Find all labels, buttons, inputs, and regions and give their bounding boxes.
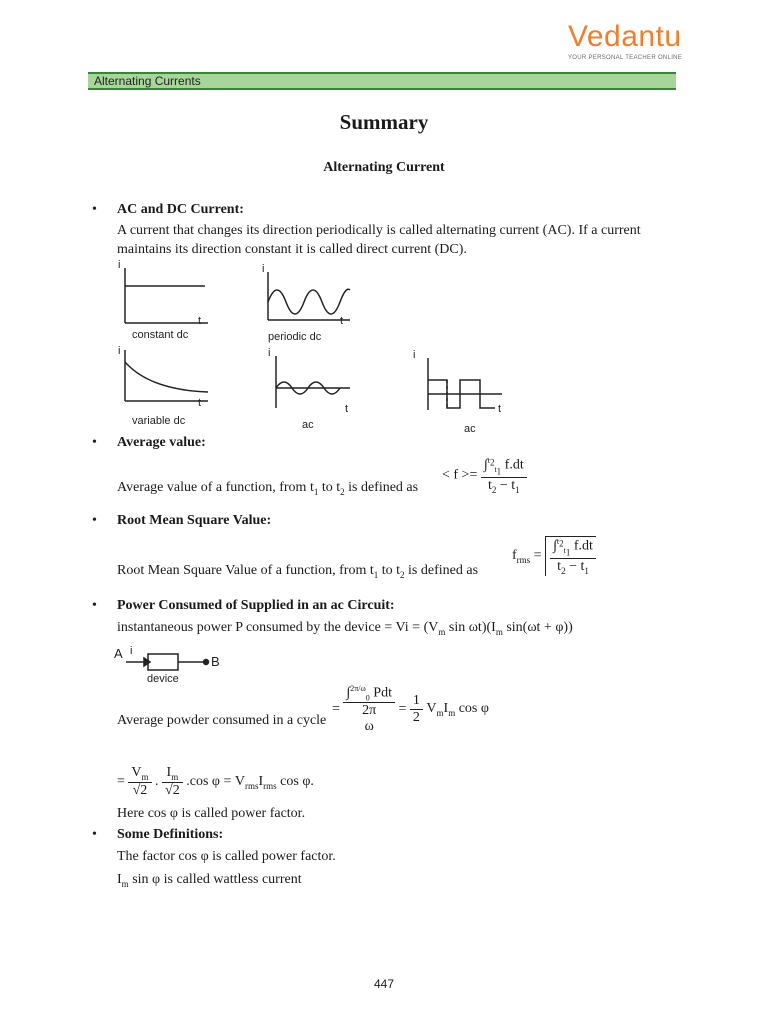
avg-power-text: Average powder consumed in a cycle — [117, 713, 327, 728]
rms-text: Root Mean Square Value of a function, from $t_1$ to $t_2$ is defined as — [117, 563, 479, 580]
bullet-average: • — [92, 435, 97, 450]
axis-i-4: i — [268, 347, 271, 359]
power-line1: instantaneous power P consumed by the device = $Vi = (V_m$ $\sin \omega t)(I_m$ sin(ωt + φ)) — [117, 620, 573, 637]
graph-constant-dc — [125, 268, 208, 323]
chapter-title: Alternating Currents — [94, 74, 201, 88]
ac-dc-body-1: A current that changes its direction periodically is called alternating current (AC). If a current — [117, 223, 641, 238]
axis-t-4: t — [345, 403, 349, 415]
graph-ac-sine — [276, 356, 350, 408]
graph-variable-dc — [125, 350, 208, 401]
average-formula: < f >= $\frac{\int^{t_2}_{t_1} f.dt}{t_2 - t_1}$ — [442, 456, 527, 495]
definitions-heading: Some Definitions: — [117, 827, 224, 842]
rms-heading: Root Mean Square Value: — [117, 513, 272, 528]
axis-t-2: t — [340, 315, 344, 327]
graph-periodic-dc — [268, 272, 350, 320]
bullet-definitions: • — [92, 827, 97, 842]
device-label-b: B — [211, 654, 220, 669]
power-factor-note: Here cos φ is called power factor. — [117, 806, 306, 821]
chapter-bar — [88, 72, 676, 90]
device-label-a: A — [114, 646, 123, 661]
power-heading: Power Consumed of Supplied in an ac Circuit: — [117, 598, 395, 613]
definitions-line1: The factor cos φ is called power factor. — [117, 849, 336, 864]
bullet-power: • — [92, 598, 97, 613]
page-title: Summary — [339, 110, 429, 134]
axis-i-1: i — [118, 259, 121, 271]
rms-formula: $f_{rms}$ = $\frac{\int^{t_2}_{t_1} f.dt}{t_2 - t_1}$ — [512, 536, 596, 576]
axis-i-2: i — [262, 263, 265, 275]
avg-power-formula: = ∫$^{2\pi/\omega}_0$ Pdt 2π ω = $\frac{1}{2}$ $V_mI_m$ cos φ — [332, 684, 489, 735]
ac-dc-heading: AC and DC Current: — [117, 202, 244, 217]
axis-t-3: t — [198, 397, 202, 409]
page-number: 447 — [373, 977, 395, 991]
logo-tagline: YOUR PERSONAL TEACHER ONLINE — [568, 55, 683, 61]
rms-power-formula: = $\frac{V_m}{√2}$ . $\frac{I_m}{√2}$ .cos $\varphi = V_{rms}I_{rms}$ cos φ. — [117, 765, 314, 798]
axis-t-1: t — [198, 315, 202, 327]
axis-i-5: i — [413, 349, 416, 361]
device-diagram — [114, 642, 224, 686]
label-constant-dc: constant dc — [132, 329, 189, 341]
current-graphs — [110, 258, 530, 438]
bullet-ac-dc: • — [92, 202, 97, 217]
label-variable-dc: variable dc — [132, 415, 186, 427]
average-heading: Average value: — [117, 435, 206, 450]
section-title: Alternating Current — [323, 160, 445, 175]
label-ac-1: ac — [302, 419, 314, 431]
label-ac-2: ac — [464, 423, 476, 435]
device-label-i: i — [130, 645, 133, 657]
label-periodic-dc: periodic dc — [268, 331, 322, 343]
ac-dc-body-2: maintains its direction constant it is called direct current (DC). — [117, 242, 467, 257]
bullet-rms: • — [92, 513, 97, 528]
axis-t-5: t — [498, 403, 502, 415]
graph-ac-square — [428, 358, 502, 410]
average-text: Average value of a function, from $t_1$ to $t_2$ is defined as — [117, 480, 419, 497]
device-label: device — [147, 673, 179, 685]
vedantu-logo: Vedantu — [568, 20, 682, 53]
definitions-line2: $I_m$ sin φ is called wattless current — [117, 872, 302, 889]
axis-i-3: i — [118, 345, 121, 357]
